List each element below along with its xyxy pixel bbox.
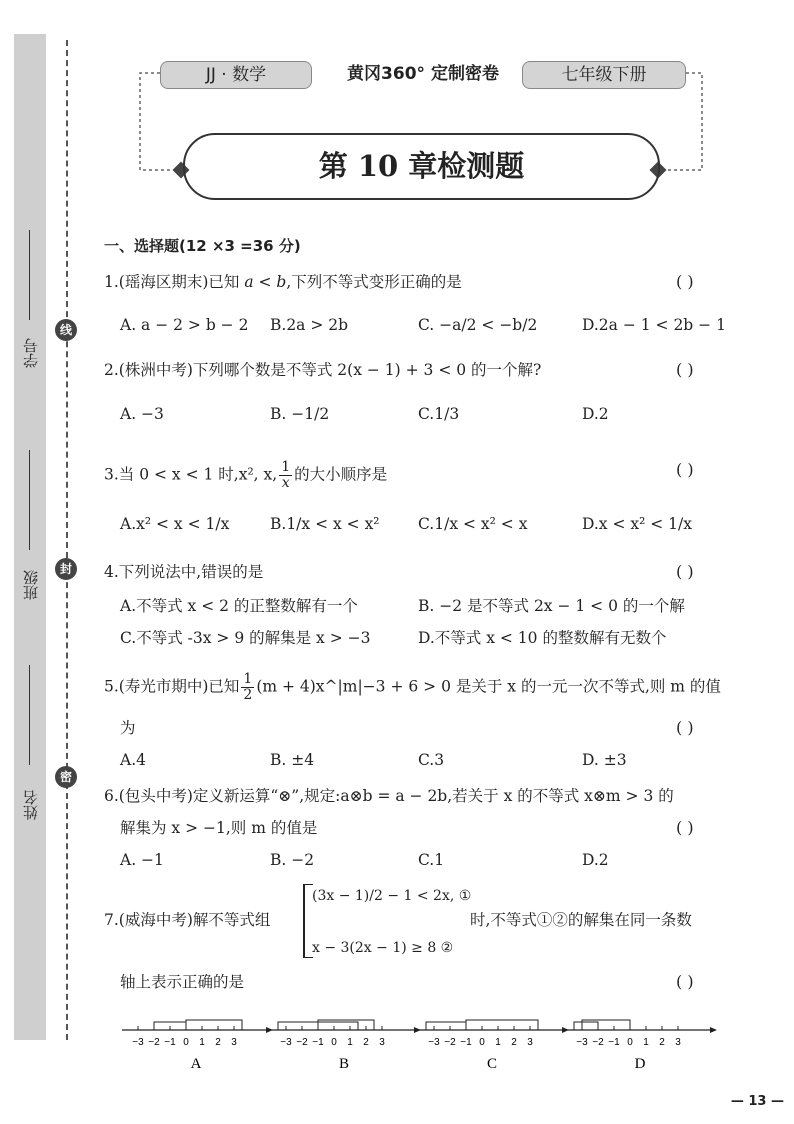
axis-tick-label: 3 — [379, 1037, 385, 1048]
axis-tick-label: −1 — [608, 1037, 620, 1048]
q1-answer-paren[interactable]: ( ) — [676, 272, 694, 291]
label-id: 学号 — [22, 338, 40, 368]
q5-option-a: A.4 — [120, 751, 146, 769]
q7-stem-line2: 轴上表示正确的是 — [120, 973, 245, 991]
q2-option-c: C.1/3 — [418, 405, 460, 423]
binding-strip — [14, 34, 46, 1040]
name-blank — [29, 665, 30, 765]
axis-tick-label: −2 — [592, 1037, 604, 1048]
cut-mark-line: 线 — [55, 319, 77, 341]
q7-stem-prefix: 7.(威海中考)解不等式组 — [104, 911, 271, 929]
option-label-c: C — [486, 1056, 498, 1072]
q4-option-d: D.不等式 x < 10 的整数解有无数个 — [418, 629, 667, 647]
axis-tick-label: 1 — [347, 1037, 353, 1048]
axis-arrow — [710, 1027, 717, 1033]
q4-answer-paren[interactable]: ( ) — [676, 562, 694, 581]
q4-option-b: B. −2 是不等式 2x − 1 < 0 的一个解 — [418, 597, 685, 615]
q6-stem: 6.(包头中考)定义新运算“⊗”,规定:a⊗b = a − 2b,若关于 x 的不等式 x⊗m > 3 的 — [104, 787, 674, 805]
option-label-a: A — [190, 1056, 202, 1072]
cut-mark-seal: 封 — [55, 558, 77, 580]
axis-tick-label: 2 — [215, 1037, 221, 1048]
q4-option-c: C.不等式 -3x > 9 的解集是 x > −3 — [120, 629, 371, 647]
solution-bracket — [466, 1020, 538, 1030]
axis-tick-label: 3 — [675, 1037, 681, 1048]
q1-option-c: C. −a/2 < −b/2 — [418, 316, 538, 334]
q6-option-a: A. −1 — [120, 851, 164, 869]
axis-tick-label: 1 — [495, 1037, 501, 1048]
option-label-b: B — [338, 1056, 350, 1072]
q6-option-c: C.1 — [418, 851, 445, 869]
subject-pill: JJ · 数学 — [160, 61, 312, 89]
axis-tick-label: −1 — [164, 1037, 176, 1048]
q2-option-d: D.2 — [582, 405, 609, 423]
axis-tick-label: 1 — [643, 1037, 649, 1048]
q7-number-lines — [118, 1008, 718, 1078]
q7-stem-suffix: 时,不等式①②的解集在同一条数 — [470, 911, 692, 929]
axis-tick-label: 0 — [627, 1037, 633, 1048]
q5-answer-paren[interactable]: ( ) — [676, 718, 694, 737]
q2-stem: 2.(株洲中考)下列哪个数是不等式 2(x − 1) + 3 < 0 的一个解? — [104, 361, 542, 379]
section-heading: 一、选择题(12 ×3 =36 分) — [104, 237, 301, 255]
q5-option-b: B. ±4 — [270, 751, 315, 769]
q5-stem-line2: 为 — [120, 719, 136, 737]
label-class: 班级 — [22, 570, 40, 600]
class-blank — [29, 450, 30, 550]
q5-option-d: D. ±3 — [582, 751, 627, 769]
q1-stem: 1.(瑶海区期末)已知 a < b,下列不等式变形正确的是 — [104, 273, 462, 291]
axis-tick-label: 3 — [231, 1037, 237, 1048]
q4-option-a: A.不等式 x < 2 的正整数解有一个 — [120, 597, 358, 615]
axis-tick-label: −2 — [148, 1037, 160, 1048]
q1-option-a: A. a − 2 > b − 2 — [120, 316, 249, 334]
q3-answer-paren[interactable]: ( ) — [676, 460, 694, 479]
q3-option-d: D.x < x² < 1/x — [582, 515, 693, 533]
axis-tick-label: −2 — [296, 1037, 308, 1048]
axis-tick-label: 0 — [479, 1037, 485, 1048]
axis-tick-label: −2 — [444, 1037, 456, 1048]
q3-option-a: A.x² < x < 1/x — [120, 515, 230, 533]
q6-option-d: D.2 — [582, 851, 609, 869]
page-number: — 13 — — [730, 1094, 784, 1109]
cut-line — [66, 40, 68, 1040]
cut-mark-secret: 密 — [55, 766, 77, 788]
solution-bracket — [574, 1022, 598, 1030]
q6-stem-line2: 解集为 x > −1,则 m 的值是 — [120, 819, 318, 837]
page-title: 第 10 章检测题 — [183, 133, 660, 200]
axis-tick-label: −1 — [312, 1037, 324, 1048]
q4-stem: 4.下列说法中,错误的是 — [104, 563, 264, 581]
q3-stem: 3.当 0 < x < 1 时,x², x, $\frac{1}{x}$ 的大小顺序是 — [104, 459, 388, 491]
q3-option-c: C.1/x < x² < x — [418, 515, 528, 533]
q2-option-b: B. −1/2 — [270, 405, 330, 423]
axis-tick-label: 3 — [527, 1037, 533, 1048]
q5-stem: 5.(寿光市期中)已知 $\frac{1}{2}$ (m + 4)x^|m|−3 + 6 > 0 是关于 x 的一元一次不等式,则 m 的值 — [104, 671, 721, 703]
axis-tick-label: −3 — [428, 1037, 440, 1048]
axis-tick-label: −3 — [132, 1037, 144, 1048]
label-name: 姓名 — [22, 790, 40, 820]
q6-answer-paren[interactable]: ( ) — [676, 818, 694, 837]
q6-option-b: B. −2 — [270, 851, 315, 869]
axis-tick-label: 2 — [363, 1037, 369, 1048]
axis-tick-label: 2 — [511, 1037, 517, 1048]
axis-tick-label: −3 — [280, 1037, 292, 1048]
q5-option-c: C.3 — [418, 751, 445, 769]
q7-system-line1: (3x − 1)/2 − 1 < 2x, ① — [312, 888, 472, 904]
option-label-d: D — [634, 1056, 646, 1072]
q1-option-b: B.2a > 2b — [270, 316, 349, 334]
q3-option-b: B.1/x < x < x² — [270, 515, 380, 533]
solution-bracket — [426, 1022, 466, 1030]
q1-option-d: D.2a − 1 < 2b − 1 — [582, 316, 726, 334]
axis-tick-label: 0 — [183, 1037, 189, 1048]
grade-pill: 七年级下册 — [522, 61, 686, 89]
axis-tick-label: 0 — [331, 1037, 337, 1048]
id-blank — [29, 230, 30, 320]
axis-tick-label: 1 — [199, 1037, 205, 1048]
q7-system-line2: x − 3(2x − 1) ≥ 8 ② — [312, 940, 454, 956]
q2-option-a: A. −3 — [120, 405, 164, 423]
q7-answer-paren[interactable]: ( ) — [676, 972, 694, 991]
axis-tick-label: 2 — [659, 1037, 665, 1048]
axis-tick-label: −3 — [576, 1037, 588, 1048]
axis-tick-label: −1 — [460, 1037, 472, 1048]
series-title: 黄冈360° 定制密卷 — [347, 64, 499, 84]
q2-answer-paren[interactable]: ( ) — [676, 360, 694, 379]
